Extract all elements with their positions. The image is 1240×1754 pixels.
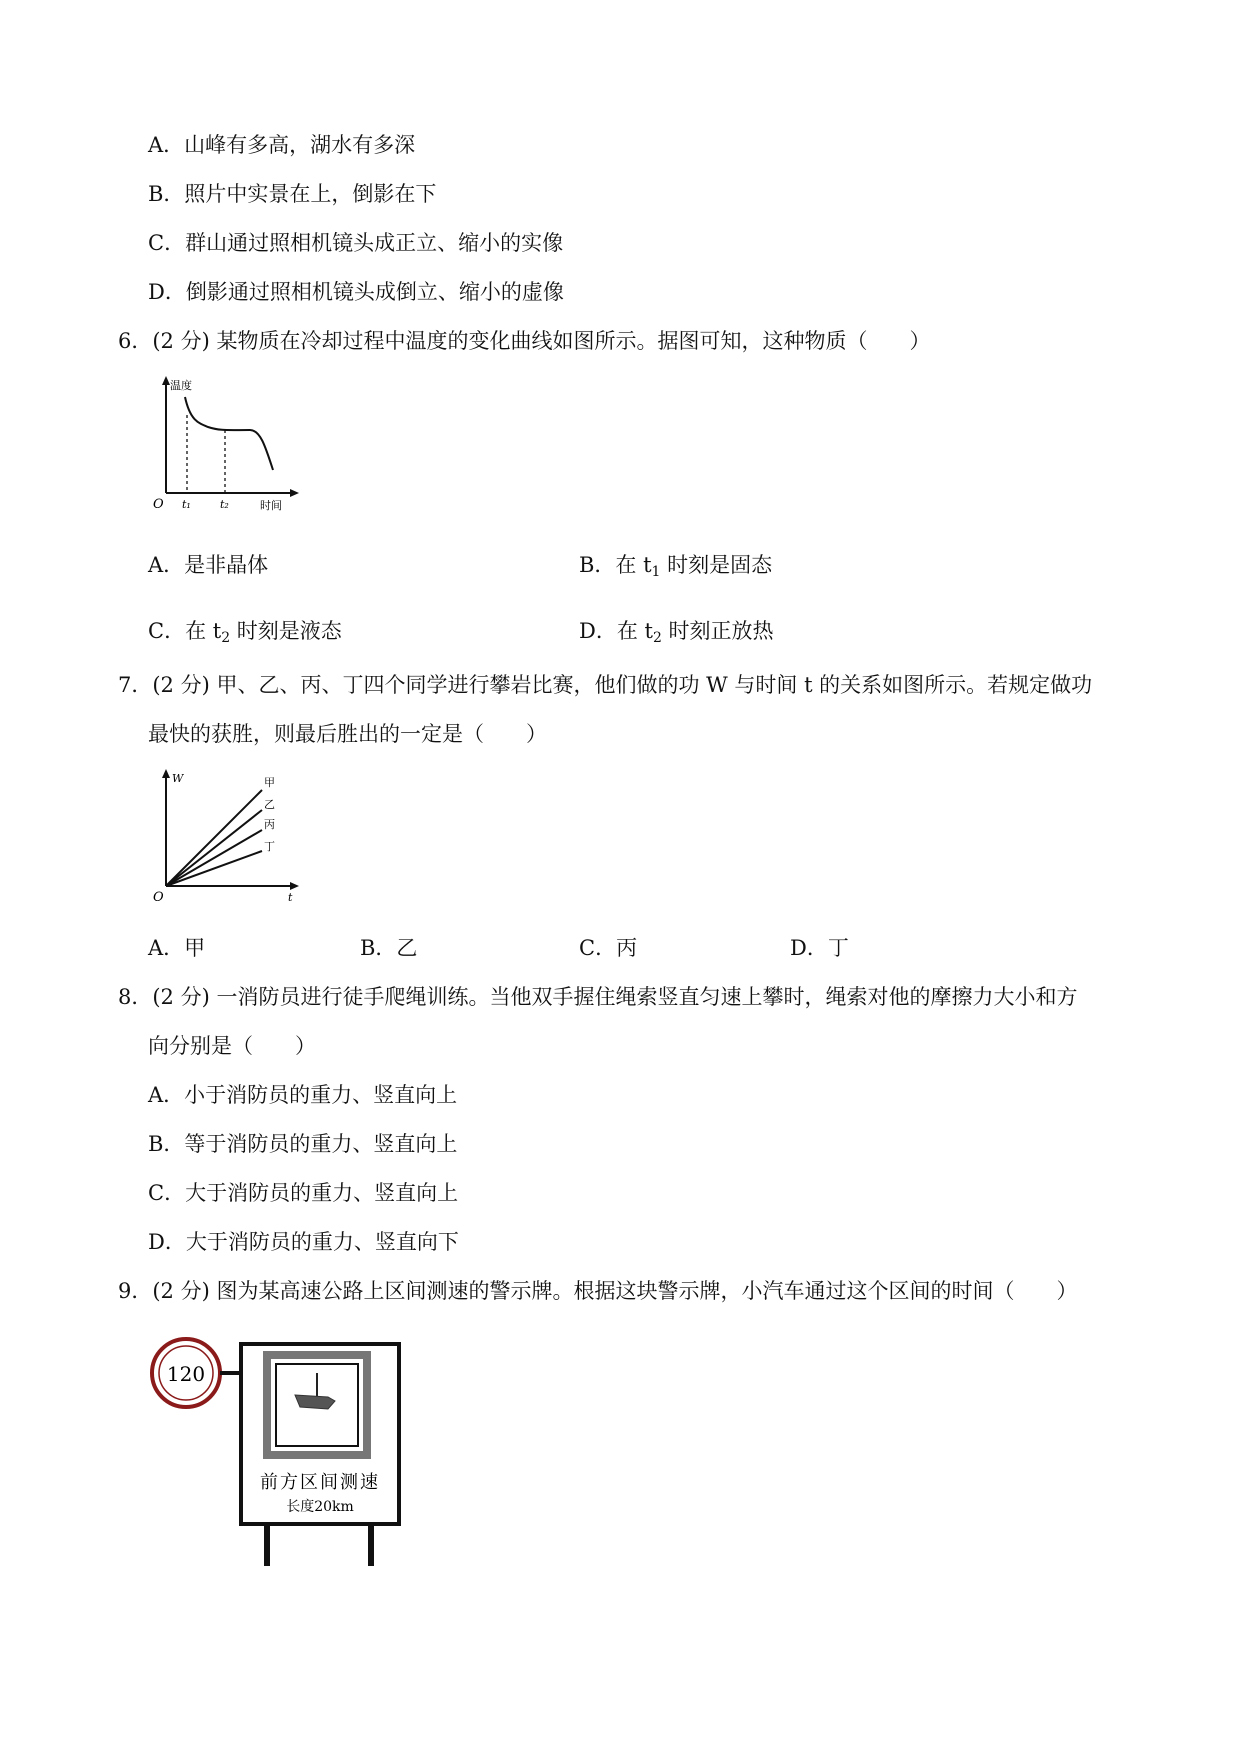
speed-limit-value: 120 <box>166 1362 206 1386</box>
q5-option-b: B．照片中实景在上，倒影在下 <box>148 182 437 206</box>
sign-text-line1: 前方区间测速 <box>260 1472 380 1493</box>
q5-option-a: A．山峰有多高，湖水有多深 <box>148 133 416 157</box>
q9-stem: 9．(2 分) 图为某高速公路上区间测速的警示牌。根据这块警示牌，小汽车通过这个区间的时间（ ） <box>118 1279 1078 1303</box>
q7-option-a: A．甲 <box>148 936 206 960</box>
q7-stem-line1: 7．(2 分) 甲、乙、丙、丁四个同学进行攀岩比赛，他们做的功 W 与时间 t 的关系如图所示。若规定做功 <box>118 673 1093 697</box>
q7-line-label-bing: 丙 <box>264 818 275 831</box>
q8-stem-line2: 向分别是（ ） <box>148 1034 316 1058</box>
q7-y-axis-label: W <box>172 772 184 785</box>
q7-stem-line2: 最快的获胜，则最后胜出的一定是（ ） <box>148 722 547 746</box>
q7-option-b: B．乙 <box>360 936 418 960</box>
q6-t1-label: t₁ <box>182 498 191 511</box>
q8-option-d: D．大于消防员的重力、竖直向下 <box>148 1230 459 1254</box>
q6-origin-label: O <box>153 497 164 512</box>
q6-stem: 6．(2 分) 某物质在冷却过程中温度的变化曲线如图所示。据图可知，这种物质（ ） <box>118 329 931 353</box>
q7-x-axis-label: t <box>288 891 293 904</box>
q7-origin-label: O <box>153 890 164 905</box>
q6-option-d: D．在 $t_2$ 时刻正放热 <box>579 619 774 646</box>
q7-option-d: D．丁 <box>790 936 849 960</box>
q7-option-c: C．丙 <box>579 936 638 960</box>
q8-option-c: C．大于消防员的重力、竖直向上 <box>148 1181 459 1205</box>
q6-cooling-curve-figure <box>150 375 300 515</box>
q6-option-b: B．在 $t_1$ 时刻是固态 <box>579 553 773 580</box>
q6-y-axis-label: 温度 <box>170 379 192 392</box>
sign-text-line2: 长度20km <box>286 1499 354 1515</box>
q6-option-c: C．在 $t_2$ 时刻是液态 <box>148 619 342 646</box>
q8-option-a: A．小于消防员的重力、竖直向上 <box>148 1083 458 1107</box>
q9-warning-sign-figure <box>148 1335 408 1575</box>
q8-stem-line1: 8．(2 分) 一消防员进行徒手爬绳训练。当他双手握住绳索竖直匀速上攀时，绳索对他的摩擦力大小和方 <box>118 985 1078 1009</box>
q6-option-a: A．是非晶体 <box>148 553 269 577</box>
q8-option-b: B．等于消防员的重力、竖直向上 <box>148 1132 458 1156</box>
q5-option-d: D．倒影通过照相机镜头成倒立、缩小的虚像 <box>148 280 564 304</box>
q7-line-label-ding: 丁 <box>264 840 275 853</box>
q6-t2-label: t₂ <box>220 498 229 511</box>
q7-work-time-figure <box>150 768 300 908</box>
q6-x-axis-label: 时间 <box>260 499 282 512</box>
q7-line-label-jia: 甲 <box>264 776 275 789</box>
q5-option-c: C．群山通过照相机镜头成正立、缩小的实像 <box>148 231 564 255</box>
q7-line-label-yi: 乙 <box>264 798 275 811</box>
